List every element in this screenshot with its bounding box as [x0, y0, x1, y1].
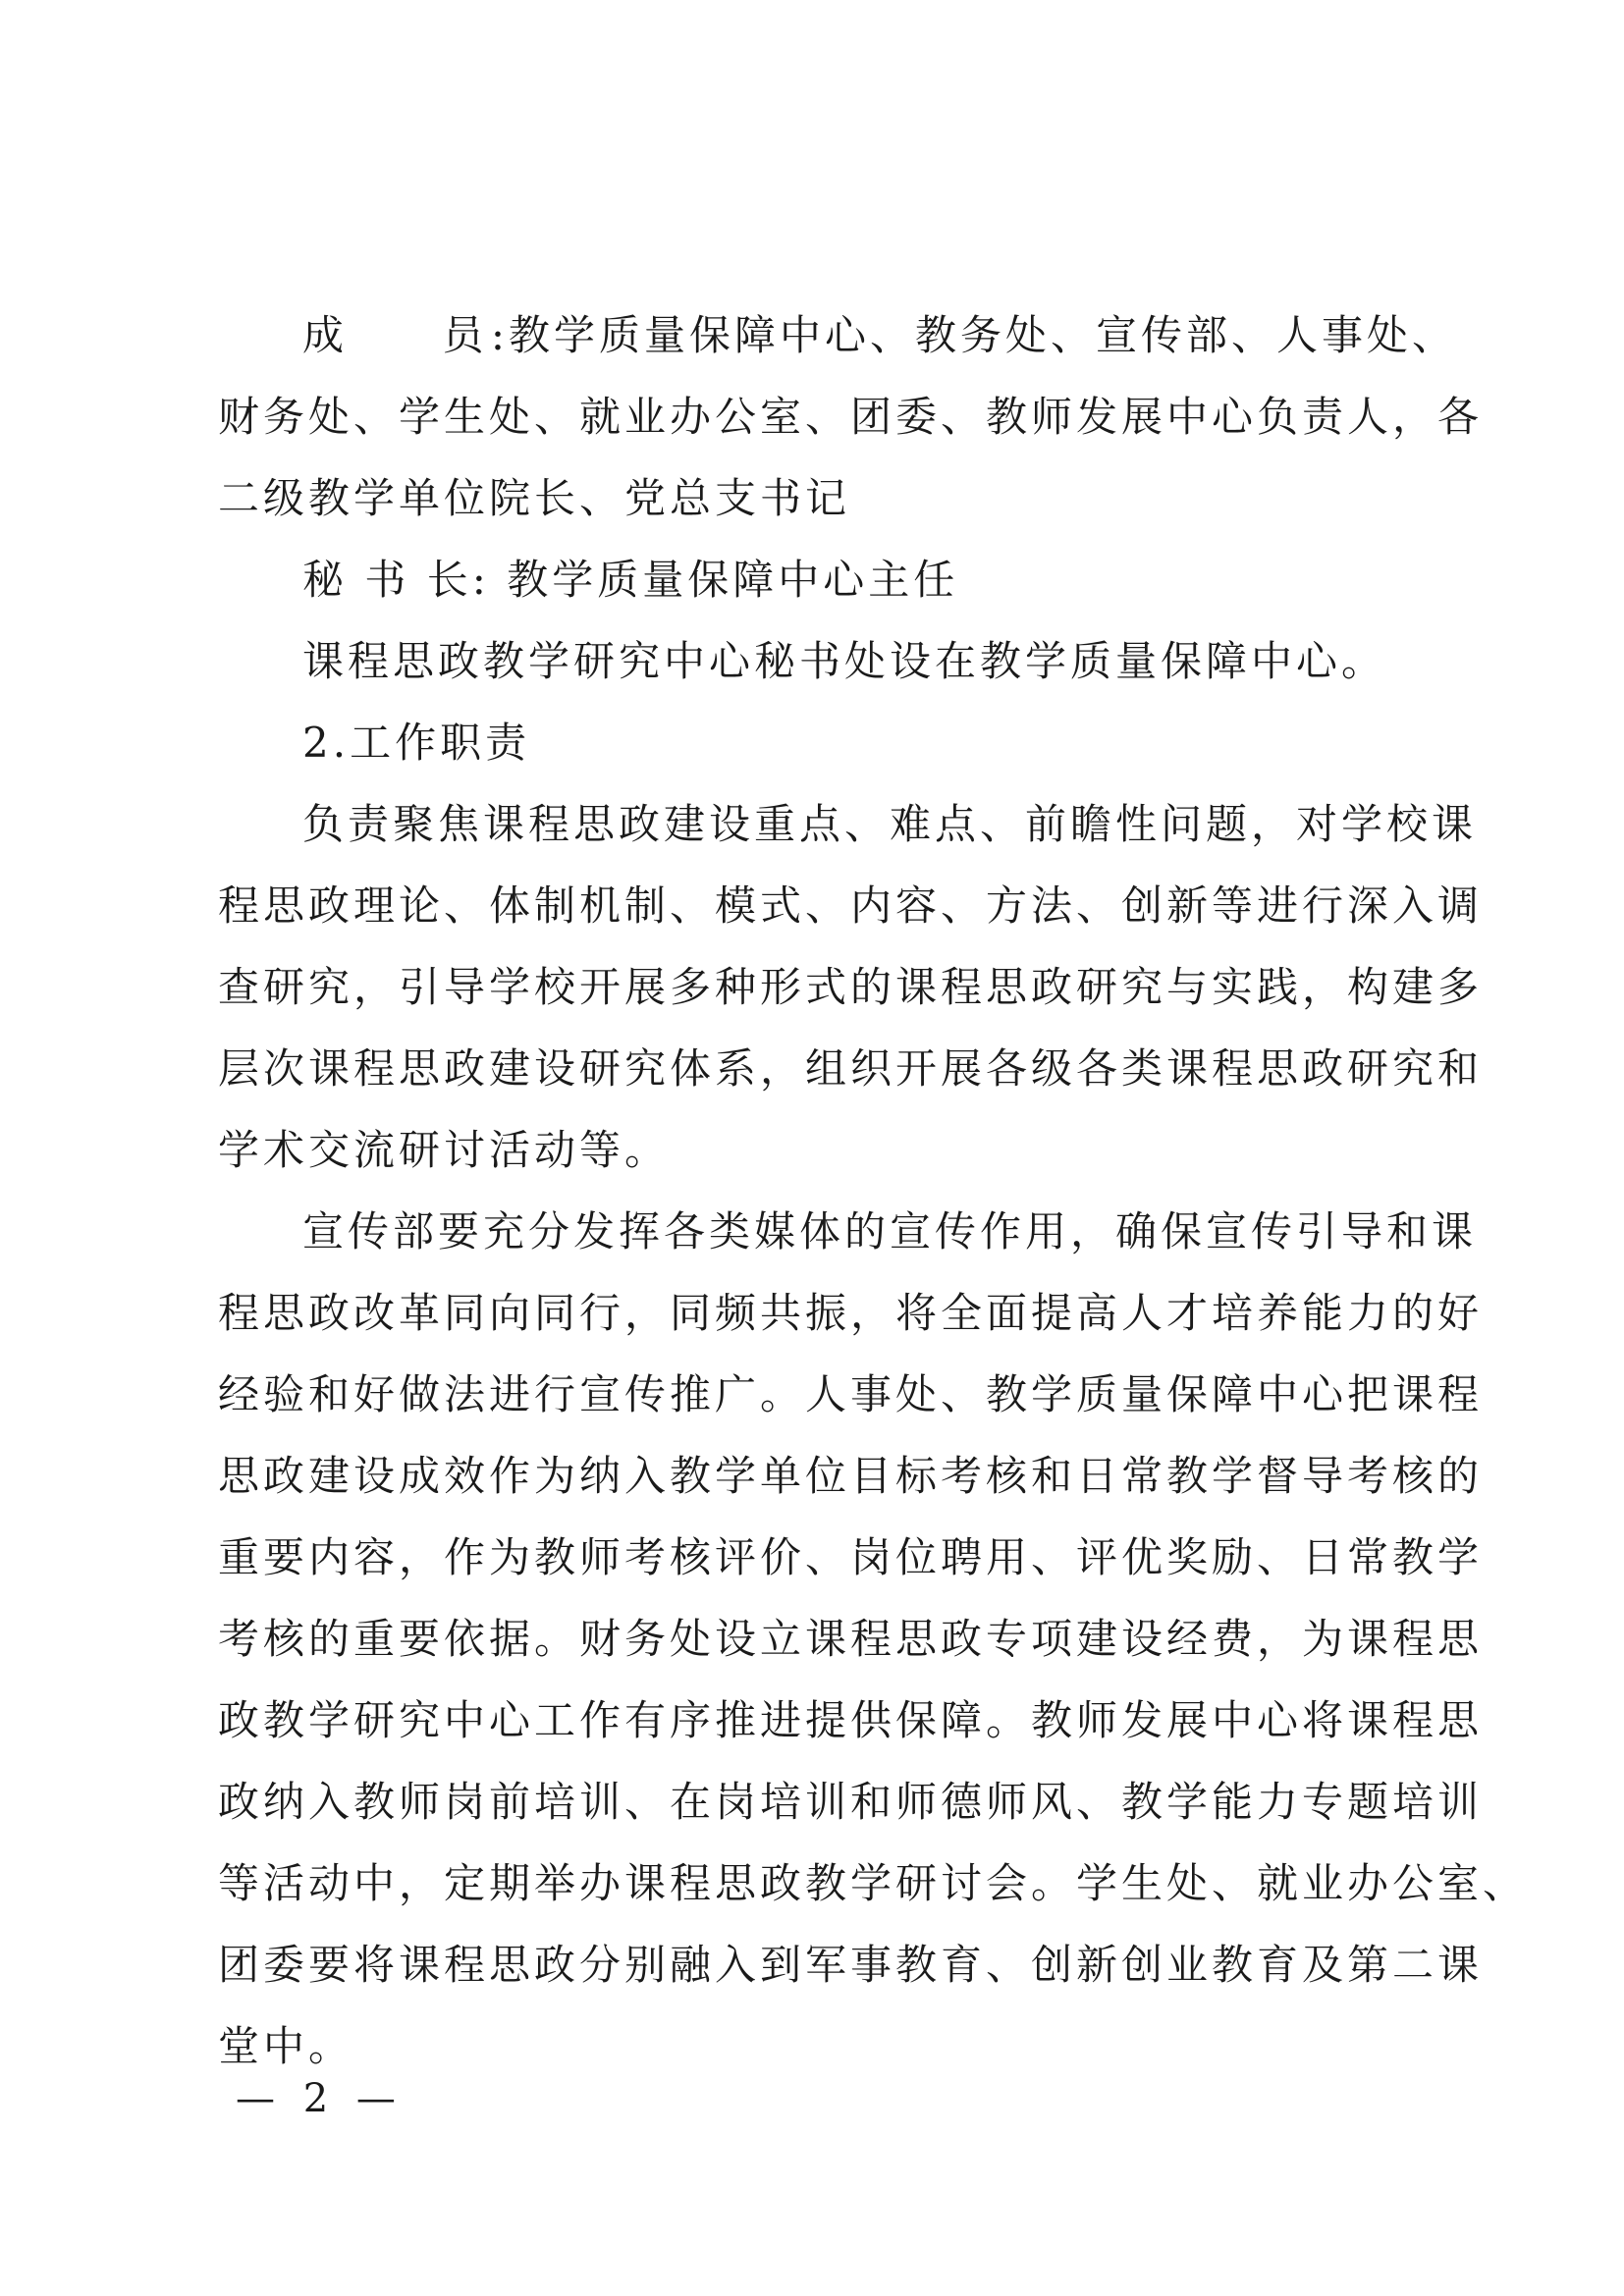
section-heading: 2.工作职责	[302, 719, 531, 767]
paragraph-line: 程思政理论、体制机制、模式、内容、方法、创新等进行深入调	[218, 881, 1484, 930]
secretary-general: 秘 书 长: 教学质量保障中心主任	[302, 556, 959, 604]
members-label-a: 成	[302, 311, 352, 359]
paragraph-line: 政教学研究中心工作有序推进提供保障。教师发展中心将课程思	[218, 1696, 1484, 1744]
paragraph-line: 堂中。	[218, 2022, 354, 2070]
paragraph-line: 查研究，引导学校开展多种形式的课程思政研究与实践，构建多	[218, 963, 1484, 1011]
members-text-1: 教学质量保障中心、教务处、宣传部、人事处、	[509, 311, 1458, 359]
paragraph-line: 程思政改革同向同行，同频共振，将全面提高人才培养能力的好	[218, 1289, 1484, 1337]
secretariat-location: 课程思政教学研究中心秘书处设在教学质量保障中心。	[302, 637, 1387, 685]
paragraph-line: 等活动中，定期举办课程思政教学研讨会。学生处、就业办公室、	[218, 1859, 1529, 1907]
document-body	[218, 294, 1529, 2087]
members-line-3: 二级教学单位院长、党总支书记	[218, 474, 851, 522]
paragraph-line: 思政建设成效作为纳入教学单位目标考核和日常教学督导考核的	[218, 1452, 1484, 1500]
page-number: — 2 —	[236, 2076, 404, 2121]
paragraph-line: 学术交流研讨活动等。	[218, 1126, 671, 1174]
paragraph-line: 考核的重要依据。财务处设立课程思政专项建设经费，为课程思	[218, 1615, 1484, 1663]
paragraph-line: 层次课程思政建设研究体系，组织开展各级各类课程思政研究和	[218, 1044, 1484, 1093]
paragraph-line: 宣传部要充分发挥各类媒体的宣传作用，确保宣传引导和课	[302, 1207, 1478, 1255]
members-line-2: 财务处、学生处、就业办公室、团委、教师发展中心负责人，各	[218, 393, 1484, 441]
members-label	[302, 294, 509, 376]
paragraph-line: 负责聚焦课程思政建设重点、难点、前瞻性问题，对学校课	[302, 800, 1478, 848]
members-line-1	[218, 294, 1458, 376]
paragraph-line: 重要内容，作为教师考核评价、岗位聘用、评优奖励、日常教学	[218, 1533, 1484, 1581]
members-label-b: 员:	[439, 311, 509, 359]
paragraph-responsibilities	[218, 783, 1484, 1191]
paragraph-line: 政纳入教师岗前培训、在岗培训和师德师风、教学能力专题培训	[218, 1778, 1484, 1826]
paragraph-departments	[218, 1191, 1529, 2087]
paragraph-line: 团委要将课程思政分别融入到军事教育、创新创业教育及第二课	[218, 1941, 1484, 1989]
paragraph-line: 经验和好做法进行宣传推广。人事处、教学质量保障中心把课程	[218, 1370, 1484, 1418]
